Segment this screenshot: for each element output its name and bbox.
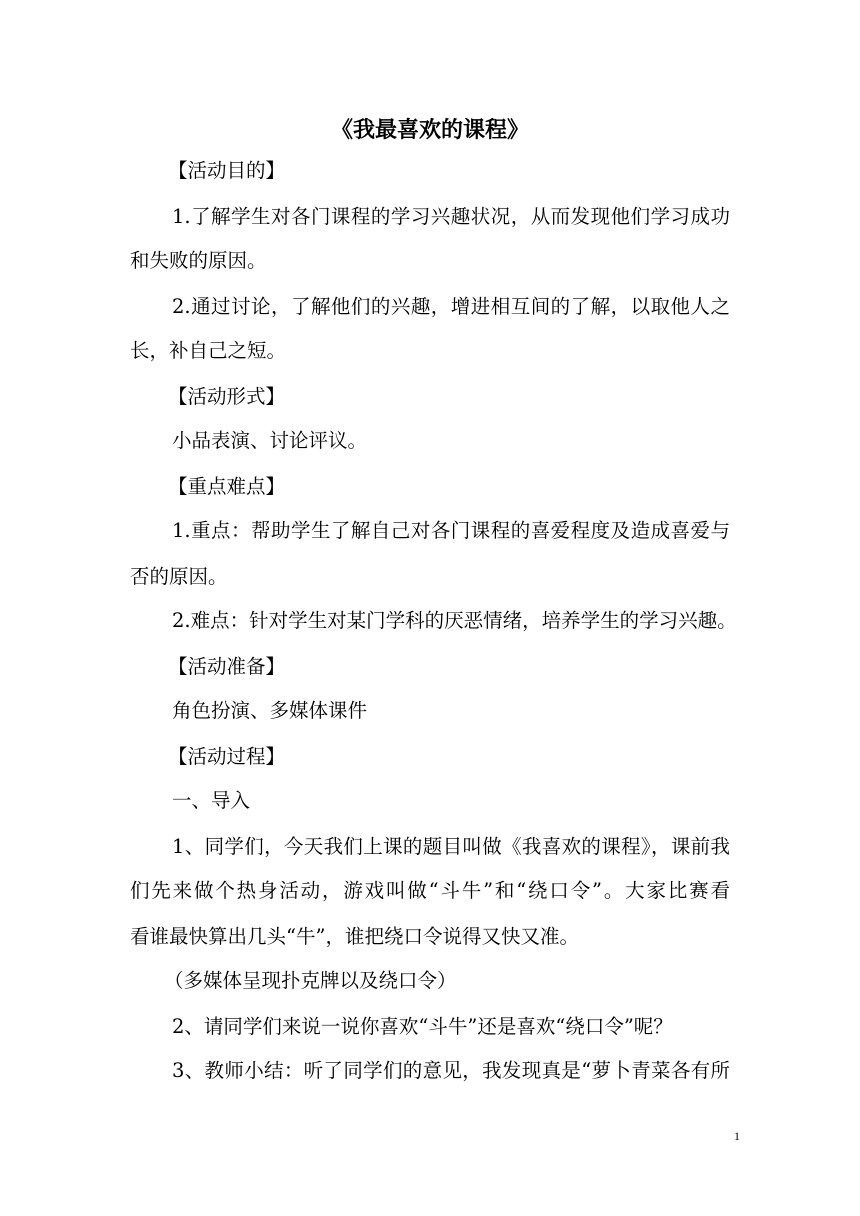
goal-item-1-line-2: 和失败的原因。 (130, 249, 267, 272)
activity-form-text: 小品表演、讨论评议。 (172, 429, 368, 452)
key-point-1-line-2: 否的原因。 (130, 565, 228, 588)
key-point-2: 2.难点：针对学生对某门学科的厌恶情绪，培养学生的学习兴趣。 (172, 609, 737, 632)
goal-item-1-line-1: 1.了解学生对各门课程的学习兴趣状况，从而发现他们学习成功 (172, 205, 730, 228)
multimedia-note: （多媒体呈现扑克牌以及绕口令） (164, 969, 457, 992)
section-intro-heading: 一、导入 (172, 789, 251, 812)
key-point-1-line-1: 1.重点：帮助学生了解自己对各门课程的喜爱程度及造成喜爱与 (172, 519, 730, 542)
intro-step-2: 2、请同学们来说一说你喜欢“斗牛”还是喜欢“绕口令”呢？ (172, 1015, 673, 1038)
intro-step-1-line-3: 看谁最快算出几头“牛”，谁把绕口令说得又快又准。 (130, 925, 579, 948)
heading-activity-goal: 【活动目的】 (168, 159, 286, 182)
preparation-text: 角色扮演、多媒体课件 (172, 699, 368, 722)
document-title: 《我最喜欢的课程》 (330, 117, 529, 143)
heading-activity-form: 【活动形式】 (168, 385, 286, 408)
intro-step-1-line-2: 们先来做个热身活动，游戏叫做“斗牛”和“绕口令”。大家比赛看 (130, 879, 730, 902)
page-number: 1 (734, 1129, 740, 1143)
goal-item-2-line-1: 2.通过讨论，了解他们的兴趣，增进相互间的了解，以取他人之 (172, 295, 730, 318)
heading-key-points: 【重点难点】 (168, 475, 286, 498)
goal-item-2-line-2: 长，补自己之短。 (130, 339, 287, 362)
intro-step-1-line-1: 1、同学们，今天我们上课的题目叫做《我喜欢的课程》，课前我 (172, 835, 730, 858)
intro-step-3-line-1: 3、教师小结：听了同学们的意见，我发现真是“萝卜青菜各有所 (172, 1059, 730, 1082)
heading-preparation: 【活动准备】 (168, 655, 286, 678)
heading-process: 【活动过程】 (168, 745, 286, 768)
